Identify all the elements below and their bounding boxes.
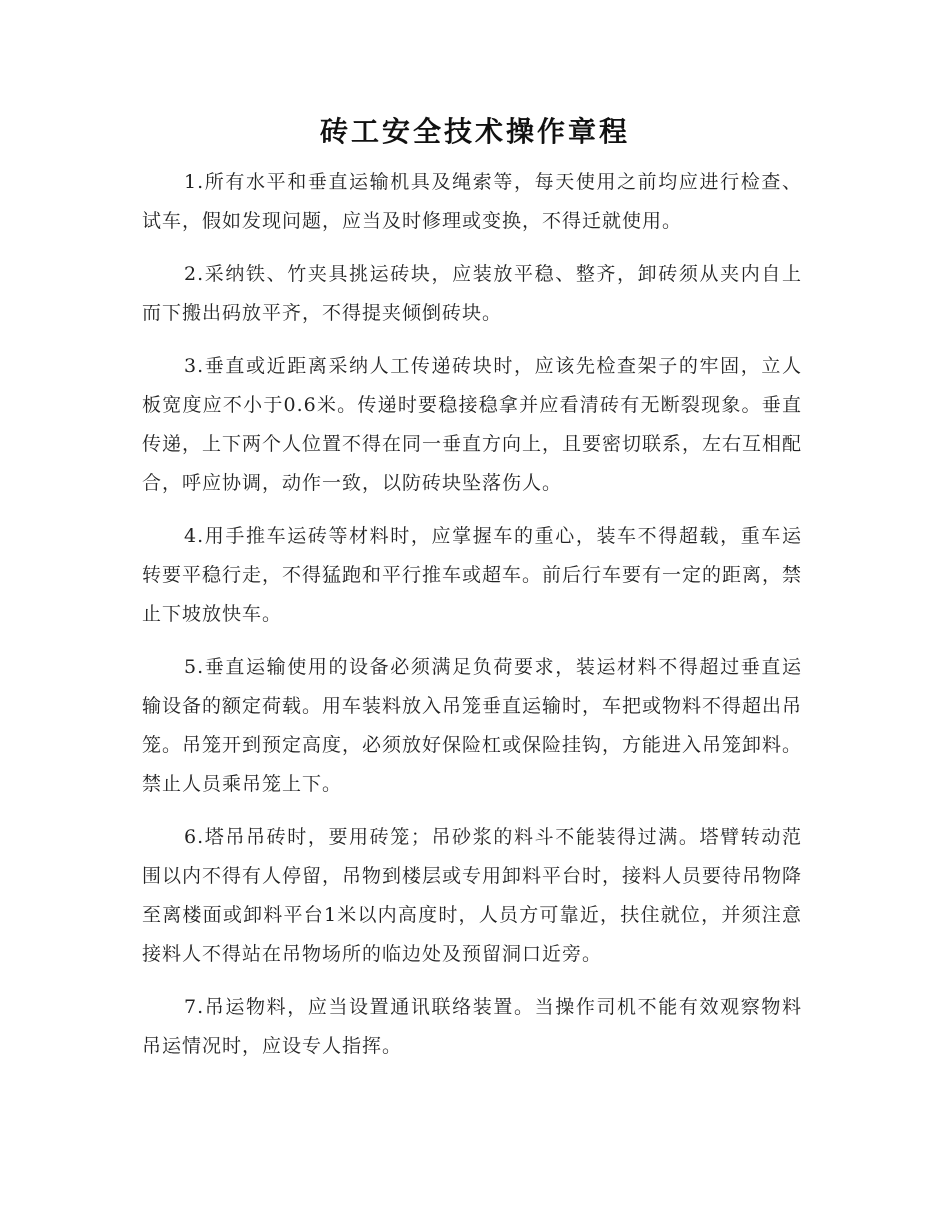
paragraph-6: 6.塔吊吊砖时，要用砖笼；吊砂浆的料斗不能装得过满。塔臂转动范围以内不得有人停留，吊物到楼层或专用卸料平台时，接料人员要待吊物降至离楼面或卸料平台1米以内高度时，人员方可靠近，扶住就位，并须注意接料人不得站在吊物场所的临边处及预留洞口近旁。 — [142, 826, 803, 965]
paragraph-2: 2.采纳铁、竹夹具挑运砖块，应装放平稳、整齐，卸砖须从夹内自上而下搬出码放平齐，不得提夹倾倒砖块。 — [142, 263, 802, 324]
paragraph-5: 5.垂直运输使用的设备必须满足负荷要求，装运材料不得超过垂直运输设备的额定荷载。用车装料放入吊笼垂直运输时，车把或物料不得超出吊笼。吊笼开到预定高度，必须放好保险杠或保险挂钩，方能进入吊笼卸料。禁止人员乘吊笼上下。 — [142, 656, 803, 795]
paragraph-7: 7.吊运物料，应当设置通讯联络装置。当操作司机不能有效观察物料吊运情况时，应设专人指挥。 — [142, 996, 802, 1057]
paragraph-3: 3.垂直或近距离采纳人工传递砖块时，应该先检查架子的牢固，立人板宽度应不小于0.6米。传递时要稳接稳拿并应看清砖有无断裂现象。垂直传递，上下两个人位置不得在同一垂直方向上，且要密切联系，左右互相配合，呼应协调，动作一致，以防砖块坠落伤人。 — [142, 355, 803, 494]
paragraph-1: 1.所有水平和垂直运输机具及绳索等，每天使用之前均应进行检查、试车，假如发现问题，应当及时修理或变换，不得迁就使用。 — [142, 171, 802, 232]
document-title: 砖工安全技术操作章程 — [319, 115, 630, 148]
paragraph-4: 4.用手推车运砖等材料时，应掌握车的重心，装车不得超载，重车运转要平稳行走，不得猛跑和平行推车或超车。前后行车要有一定的距离，禁止下坡放快车。 — [142, 525, 803, 625]
document-body — [142, 163, 802, 1080]
